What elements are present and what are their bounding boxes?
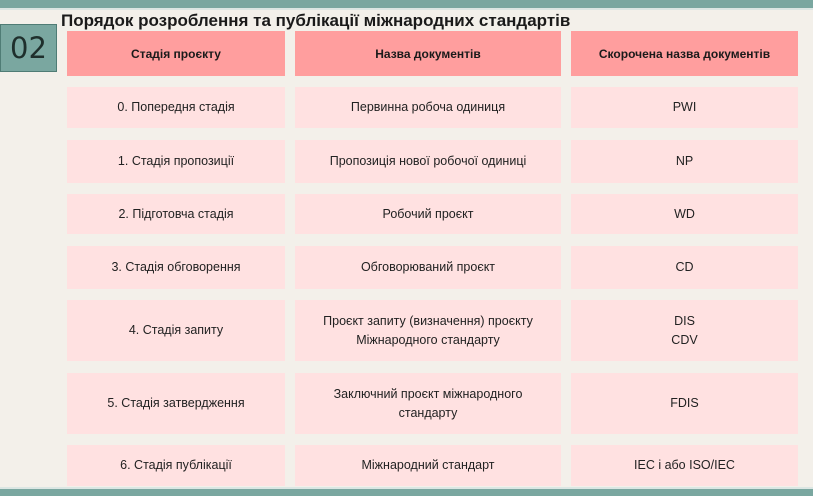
row-2-document: Робочий проєкт (295, 194, 561, 234)
row-5-abbreviation: FDIS (571, 373, 798, 434)
row-4-abbreviation-line-1: DIS (674, 313, 695, 328)
row-1-stage: 1. Стадія пропозиції (67, 140, 285, 183)
header-document: Назва документів (295, 31, 561, 76)
header-stage: Стадія проєкту (67, 31, 285, 76)
row-0-abbreviation: PWI (571, 87, 798, 128)
row-6-abbreviation: IEC і або ISO/IEC (571, 445, 798, 486)
top-border-inner (0, 8, 813, 10)
row-4-abbreviation-line-2: CDV (671, 332, 698, 347)
row-4-stage: 4. Стадія запиту (67, 300, 285, 361)
row-3-stage: 3. Стадія обговорення (67, 246, 285, 289)
row-1-document: Пропозиція нової робочої одиниці (295, 140, 561, 183)
slide-number-badge: 02 (0, 24, 57, 72)
row-5-document: Заключний проєкт міжнародного стандарту (295, 373, 561, 434)
row-6-document: Міжнародний стандарт (295, 445, 561, 486)
row-3-document: Обговорюваний проєкт (295, 246, 561, 289)
bottom-border-inner (0, 487, 813, 489)
header-abbreviation: Скорочена назва документів (571, 31, 798, 76)
bottom-border (0, 488, 813, 496)
row-5-stage: 5. Стадія затвердження (67, 373, 285, 434)
row-2-stage: 2. Підготовча стадія (67, 194, 285, 234)
row-3-abbreviation: CD (571, 246, 798, 289)
row-1-abbreviation: NP (571, 140, 798, 183)
row-0-document: Первинна робоча одиниця (295, 87, 561, 128)
row-4-document: Проєкт запиту (визначення) проєкту Міжнародного стандарту (295, 300, 561, 361)
row-6-stage: 6. Стадія публікації (67, 445, 285, 486)
row-4-abbreviation (571, 300, 798, 361)
row-2-abbreviation: WD (571, 194, 798, 234)
row-0-stage: 0. Попередня стадія (67, 87, 285, 128)
slide-title: Порядок розроблення та публікації міжнародних стандартів (61, 11, 571, 30)
